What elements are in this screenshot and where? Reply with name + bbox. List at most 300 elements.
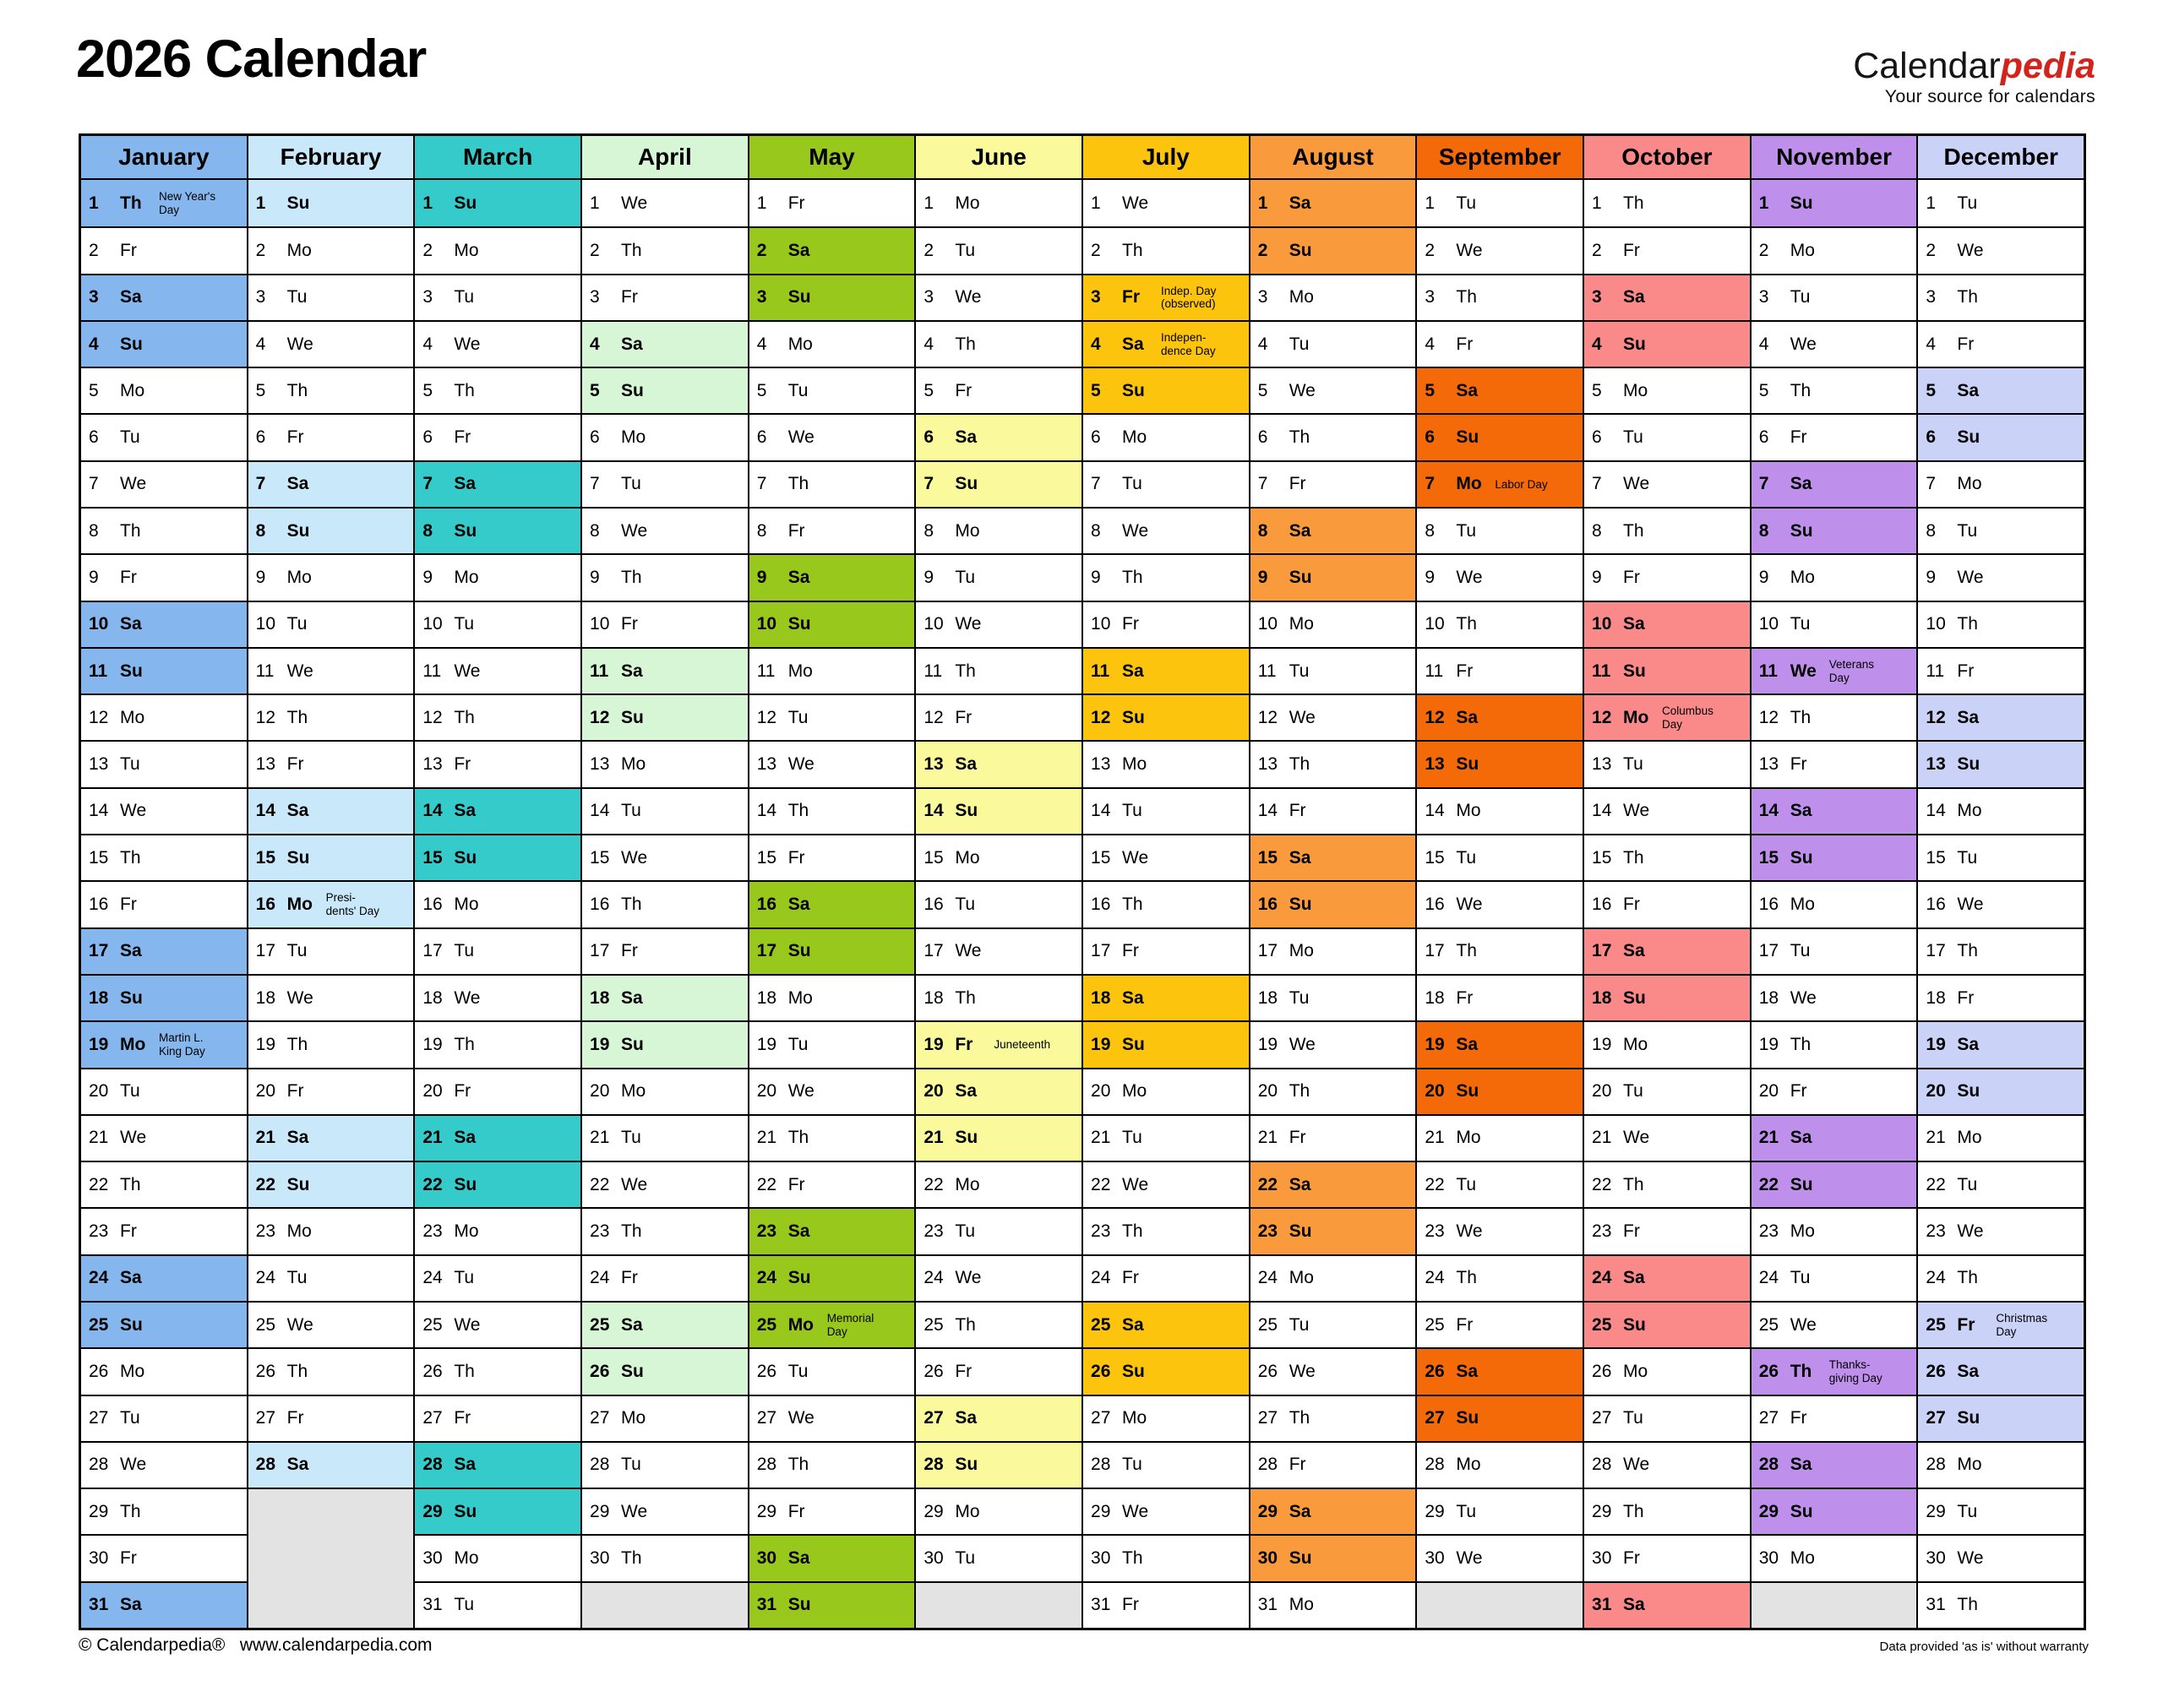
- weekday-abbrev: Sa: [955, 1408, 978, 1428]
- weekday-abbrev: Mo: [1289, 1595, 1314, 1615]
- day-cell-november-22: [1752, 1161, 1917, 1207]
- day-number: 19: [590, 1034, 610, 1054]
- weekday-abbrev: Th: [1957, 1268, 1978, 1288]
- day-cell-july-17: [1083, 927, 1249, 974]
- weekday-abbrev: Sa: [787, 1548, 810, 1569]
- day-cell-june-15: [916, 834, 1082, 880]
- day-number: 11: [1926, 661, 1945, 681]
- weekday-abbrev: Th: [787, 1128, 809, 1148]
- day-cell-may-20: [749, 1068, 915, 1114]
- month-header-may: May: [749, 136, 915, 180]
- day-number: 3: [1592, 287, 1602, 307]
- weekday-abbrev: Tu: [286, 614, 308, 634]
- day-number: 4: [756, 334, 767, 354]
- weekday-abbrev: Th: [286, 1034, 308, 1054]
- day-number: 13: [1425, 754, 1445, 775]
- day-cell-october-12: [1584, 694, 1750, 740]
- day-cell-august-7: [1250, 460, 1416, 507]
- day-cell-january-15: [81, 834, 247, 880]
- weekday-abbrev: Su: [787, 1595, 811, 1615]
- holiday-label: Veterans Day: [1828, 658, 1875, 684]
- day-number: 27: [1425, 1408, 1445, 1428]
- day-cell-july-31: [1083, 1581, 1249, 1628]
- day-cell-july-7: [1083, 460, 1249, 507]
- day-number: 18: [1091, 987, 1111, 1008]
- day-cell-august-10: [1250, 601, 1416, 647]
- weekday-abbrev: Mo: [1289, 941, 1314, 961]
- day-cell-january-26: [81, 1347, 247, 1394]
- weekday-abbrev: Su: [454, 1174, 477, 1194]
- day-cell-february-11: [248, 647, 414, 694]
- day-cell-february-16: [248, 880, 414, 927]
- weekday-abbrev: Fr: [120, 1221, 137, 1242]
- footer-copyright: © Calendarpedia® www.calendarpedia.com: [79, 1635, 433, 1655]
- weekday-abbrev: Fr: [1623, 240, 1640, 260]
- day-number: 24: [923, 1268, 944, 1288]
- day-number: 31: [89, 1595, 109, 1615]
- day-number: 12: [590, 707, 610, 727]
- weekday-abbrev: Mo: [120, 380, 145, 400]
- day-cell-march-4: [415, 320, 580, 367]
- day-number: 16: [1091, 894, 1111, 914]
- weekday-abbrev: Tu: [1456, 847, 1477, 868]
- day-number: 9: [422, 567, 433, 587]
- weekday-abbrev: Mo: [1790, 240, 1815, 260]
- day-number: 4: [923, 334, 934, 354]
- day-number: 17: [1592, 941, 1612, 961]
- day-cell-february-8: [248, 507, 414, 553]
- day-cell-june-30: [916, 1534, 1082, 1580]
- weekday-abbrev: We: [955, 941, 982, 961]
- day-number: 5: [89, 380, 99, 400]
- day-cell-march-22: [415, 1161, 580, 1207]
- day-cell-may-16: [749, 880, 915, 927]
- holiday-label: New Year's Day: [159, 190, 216, 216]
- day-number: 13: [590, 754, 610, 775]
- weekday-abbrev: We: [787, 427, 815, 448]
- month-days-april: [582, 180, 748, 1628]
- day-cell-october-25: [1584, 1301, 1750, 1347]
- weekday-abbrev: Th: [1289, 427, 1310, 448]
- day-number: 20: [1257, 1081, 1278, 1101]
- weekday-abbrev: Sa: [1623, 287, 1645, 307]
- day-number: 1: [255, 193, 266, 213]
- weekday-abbrev: Su: [787, 941, 811, 961]
- weekday-abbrev: Su: [1289, 240, 1312, 260]
- weekday-abbrev: Tu: [1790, 941, 1811, 961]
- day-number: 30: [923, 1548, 944, 1569]
- weekday-abbrev: We: [1456, 240, 1483, 260]
- day-number: 8: [255, 520, 266, 541]
- day-number: 21: [590, 1128, 610, 1148]
- day-number: 30: [756, 1548, 777, 1569]
- weekday-abbrev: Su: [120, 661, 143, 681]
- day-cell-january-14: [81, 787, 247, 834]
- weekday-abbrev: Tu: [1790, 614, 1811, 634]
- day-number: 27: [422, 1408, 443, 1428]
- day-number: 15: [1926, 847, 1946, 868]
- weekday-abbrev: Fr: [1957, 987, 1975, 1008]
- weekday-abbrev: Su: [1790, 1501, 1813, 1521]
- day-cell-february-3: [248, 274, 414, 320]
- day-number: 28: [590, 1455, 610, 1475]
- day-number: 25: [1091, 1314, 1111, 1335]
- day-cell-september-9: [1417, 553, 1583, 600]
- day-number: 29: [1758, 1501, 1779, 1521]
- empty-cell-february: [248, 1581, 414, 1628]
- day-number: 2: [1425, 240, 1436, 260]
- day-cell-june-27: [916, 1395, 1082, 1441]
- day-cell-april-9: [582, 553, 748, 600]
- weekday-abbrev: Su: [1456, 1408, 1479, 1428]
- day-cell-march-16: [415, 880, 580, 927]
- day-cell-june-9: [916, 553, 1082, 600]
- day-cell-january-19: [81, 1020, 247, 1067]
- day-number: 17: [255, 941, 276, 961]
- day-number: 12: [923, 707, 944, 727]
- day-number: 11: [1592, 661, 1611, 681]
- day-number: 26: [756, 1361, 777, 1381]
- day-cell-december-28: [1918, 1441, 2084, 1488]
- weekday-abbrev: Sa: [621, 661, 643, 681]
- weekday-abbrev: Su: [955, 474, 978, 494]
- weekday-abbrev: Fr: [1456, 661, 1474, 681]
- day-cell-september-13: [1417, 740, 1583, 786]
- day-cell-may-9: [749, 553, 915, 600]
- day-number: 14: [1926, 801, 1946, 821]
- day-number: 31: [1926, 1595, 1946, 1615]
- day-cell-december-1: [1918, 180, 2084, 226]
- day-number: 27: [1926, 1408, 1946, 1428]
- day-cell-june-1: [916, 180, 1082, 226]
- day-cell-october-13: [1584, 740, 1750, 786]
- weekday-abbrev: Sa: [454, 474, 477, 494]
- day-cell-august-11: [1250, 647, 1416, 694]
- day-cell-november-28: [1752, 1441, 1917, 1488]
- weekday-abbrev: Tu: [1122, 1128, 1142, 1148]
- day-cell-december-5: [1918, 367, 2084, 413]
- day-cell-july-28: [1083, 1441, 1249, 1488]
- day-cell-february-19: [248, 1020, 414, 1067]
- weekday-abbrev: We: [955, 287, 982, 307]
- day-cell-december-15: [1918, 834, 2084, 880]
- weekday-abbrev: Mo: [120, 1034, 146, 1054]
- day-cell-march-5: [415, 367, 580, 413]
- day-number: 6: [1091, 427, 1101, 448]
- day-cell-september-23: [1417, 1207, 1583, 1254]
- day-number: 11: [255, 661, 275, 681]
- weekday-abbrev: Su: [1957, 427, 1980, 448]
- month-header-september: September: [1417, 136, 1583, 180]
- day-number: 20: [1091, 1081, 1111, 1101]
- day-number: 14: [1592, 801, 1612, 821]
- day-cell-november-5: [1752, 367, 1917, 413]
- weekday-abbrev: Tu: [1957, 520, 1978, 541]
- day-cell-september-11: [1417, 647, 1583, 694]
- day-number: 20: [1758, 1081, 1779, 1101]
- weekday-abbrev: Su: [1122, 1034, 1145, 1054]
- weekday-abbrev: Fr: [1623, 1548, 1640, 1569]
- day-number: 10: [1926, 614, 1946, 634]
- day-cell-november-15: [1752, 834, 1917, 880]
- day-cell-july-5: [1083, 367, 1249, 413]
- weekday-abbrev: Mo: [787, 334, 813, 354]
- day-cell-june-21: [916, 1114, 1082, 1161]
- day-number: 21: [1758, 1128, 1779, 1148]
- weekday-abbrev: Mo: [955, 1501, 980, 1521]
- holiday-label: Indep. Day (observed): [1161, 284, 1217, 311]
- day-number: 25: [590, 1314, 610, 1335]
- day-cell-may-12: [749, 694, 915, 740]
- day-number: 16: [422, 894, 443, 914]
- weekday-abbrev: Tu: [1456, 520, 1477, 541]
- weekday-abbrev: Mo: [1122, 427, 1147, 448]
- weekday-abbrev: Th: [787, 801, 809, 821]
- empty-cell-november: [1752, 1581, 1917, 1628]
- day-number: 5: [590, 380, 600, 400]
- day-cell-september-6: [1417, 413, 1583, 460]
- weekday-abbrev: Fr: [621, 1268, 638, 1288]
- day-number: 24: [1758, 1268, 1779, 1288]
- day-cell-october-16: [1584, 880, 1750, 927]
- day-number: 1: [756, 193, 767, 213]
- day-number: 25: [1926, 1314, 1946, 1335]
- day-number: 24: [1091, 1268, 1111, 1288]
- day-cell-december-18: [1918, 974, 2084, 1020]
- day-number: 30: [89, 1548, 109, 1569]
- day-cell-march-28: [415, 1441, 580, 1488]
- weekday-abbrev: Tu: [787, 1361, 809, 1381]
- day-cell-january-27: [81, 1395, 247, 1441]
- day-cell-august-27: [1250, 1395, 1416, 1441]
- weekday-abbrev: Fr: [1289, 474, 1306, 494]
- day-number: 18: [255, 987, 276, 1008]
- day-number: 18: [590, 987, 610, 1008]
- weekday-abbrev: Tu: [621, 1128, 641, 1148]
- day-cell-january-29: [81, 1488, 247, 1534]
- weekday-abbrev: Tu: [1456, 1501, 1477, 1521]
- weekday-abbrev: Tu: [454, 287, 475, 307]
- day-cell-july-11: [1083, 647, 1249, 694]
- day-cell-september-7: [1417, 460, 1583, 507]
- day-number: 15: [422, 847, 443, 868]
- weekday-abbrev: Mo: [1957, 801, 1982, 821]
- month-days-january: [81, 180, 247, 1628]
- day-number: 2: [1926, 240, 1937, 260]
- weekday-abbrev: Sa: [787, 240, 810, 260]
- weekday-abbrev: Fr: [1790, 1408, 1807, 1428]
- weekday-abbrev: We: [1957, 1221, 1984, 1242]
- day-number: 22: [1257, 1174, 1278, 1194]
- day-number: 29: [923, 1501, 944, 1521]
- day-cell-june-8: [916, 507, 1082, 553]
- day-number: 26: [1926, 1361, 1946, 1381]
- day-cell-october-19: [1584, 1020, 1750, 1067]
- day-cell-june-20: [916, 1068, 1082, 1114]
- weekday-abbrev: Tu: [454, 941, 475, 961]
- weekday-abbrev: Mo: [454, 240, 479, 260]
- day-cell-february-1: [248, 180, 414, 226]
- day-cell-february-12: [248, 694, 414, 740]
- day-cell-november-19: [1752, 1020, 1917, 1067]
- day-cell-november-6: [1752, 413, 1917, 460]
- day-number: 14: [89, 801, 109, 821]
- day-cell-september-15: [1417, 834, 1583, 880]
- day-number: 21: [89, 1128, 109, 1148]
- day-number: 6: [1425, 427, 1436, 448]
- day-cell-july-6: [1083, 413, 1249, 460]
- weekday-abbrev: Fr: [286, 1408, 304, 1428]
- day-number: 19: [89, 1034, 109, 1054]
- day-cell-january-30: [81, 1534, 247, 1580]
- weekday-abbrev: Mo: [1456, 801, 1481, 821]
- weekday-abbrev: Sa: [286, 1455, 309, 1475]
- day-number: 2: [1592, 240, 1602, 260]
- weekday-abbrev: Fr: [955, 1361, 973, 1381]
- weekday-abbrev: Th: [1289, 1408, 1310, 1428]
- weekday-abbrev: Mo: [1957, 474, 1982, 494]
- day-cell-october-18: [1584, 974, 1750, 1020]
- day-number: 17: [422, 941, 443, 961]
- day-number: 20: [1926, 1081, 1946, 1101]
- day-number: 30: [1425, 1548, 1445, 1569]
- day-cell-august-26: [1250, 1347, 1416, 1394]
- weekday-abbrev: Sa: [1623, 1595, 1645, 1615]
- day-cell-june-6: [916, 413, 1082, 460]
- day-cell-july-3: [1083, 274, 1249, 320]
- day-cell-april-18: [582, 974, 748, 1020]
- holiday-label: Juneteenth: [994, 1038, 1051, 1052]
- weekday-abbrev: Su: [120, 987, 143, 1008]
- day-cell-april-22: [582, 1161, 748, 1207]
- day-cell-april-21: [582, 1114, 748, 1161]
- day-cell-january-1: [81, 180, 247, 226]
- weekday-abbrev: Sa: [1289, 1174, 1311, 1194]
- day-number: 17: [1425, 941, 1445, 961]
- day-cell-december-11: [1918, 647, 2084, 694]
- weekday-abbrev: Mo: [286, 894, 313, 914]
- day-cell-july-22: [1083, 1161, 1249, 1207]
- day-number: 12: [1257, 707, 1278, 727]
- day-cell-june-18: [916, 974, 1082, 1020]
- day-cell-august-23: [1250, 1207, 1416, 1254]
- day-number: 1: [1257, 193, 1268, 213]
- weekday-abbrev: Fr: [1623, 567, 1640, 587]
- weekday-abbrev: Th: [1122, 1221, 1143, 1242]
- day-number: 14: [923, 801, 944, 821]
- day-cell-october-23: [1584, 1207, 1750, 1254]
- day-number: 22: [1758, 1174, 1779, 1194]
- day-number: 15: [1091, 847, 1111, 868]
- month-column-april: [580, 136, 748, 1628]
- day-number: 30: [1592, 1548, 1612, 1569]
- day-number: 30: [1091, 1548, 1111, 1569]
- day-number: 4: [1758, 334, 1769, 354]
- weekday-abbrev: Sa: [1623, 1268, 1645, 1288]
- weekday-abbrev: Mo: [286, 240, 312, 260]
- day-number: 6: [923, 427, 934, 448]
- weekday-abbrev: Mo: [1122, 1408, 1147, 1428]
- day-cell-august-15: [1250, 834, 1416, 880]
- weekday-abbrev: We: [621, 520, 648, 541]
- month-days-june: [916, 180, 1082, 1628]
- weekday-abbrev: Su: [286, 847, 310, 868]
- day-number: 23: [1926, 1221, 1946, 1242]
- day-cell-december-10: [1918, 601, 2084, 647]
- weekday-abbrev: Sa: [1790, 1128, 1812, 1148]
- day-number: 20: [1425, 1081, 1445, 1101]
- day-cell-october-24: [1584, 1254, 1750, 1301]
- weekday-abbrev: Tu: [1957, 193, 1978, 213]
- weekday-abbrev: Sa: [621, 1314, 643, 1335]
- day-number: 9: [1257, 567, 1268, 587]
- day-number: 30: [1257, 1548, 1278, 1569]
- weekday-abbrev: Sa: [454, 1128, 477, 1148]
- day-number: 19: [255, 1034, 276, 1054]
- day-number: 17: [1091, 941, 1111, 961]
- day-number: 18: [923, 987, 944, 1008]
- day-number: 4: [1425, 334, 1436, 354]
- weekday-abbrev: Su: [120, 334, 143, 354]
- day-cell-february-14: [248, 787, 414, 834]
- weekday-abbrev: Fr: [787, 520, 805, 541]
- day-number: 22: [1425, 1174, 1445, 1194]
- weekday-abbrev: Th: [1790, 1361, 1812, 1381]
- day-number: 10: [1758, 614, 1779, 634]
- day-cell-april-7: [582, 460, 748, 507]
- day-number: 14: [756, 801, 777, 821]
- day-cell-october-21: [1584, 1114, 1750, 1161]
- day-number: 14: [1758, 801, 1779, 821]
- weekday-abbrev: Fr: [1623, 1221, 1640, 1242]
- empty-cell-february: [248, 1488, 414, 1534]
- weekday-abbrev: We: [1790, 1314, 1817, 1335]
- day-cell-august-22: [1250, 1161, 1416, 1207]
- day-number: 5: [1758, 380, 1769, 400]
- day-cell-may-30: [749, 1534, 915, 1580]
- day-number: 27: [89, 1408, 109, 1428]
- weekday-abbrev: Th: [1289, 754, 1310, 775]
- day-number: 11: [1091, 661, 1110, 681]
- weekday-abbrev: Fr: [1122, 614, 1139, 634]
- day-cell-december-19: [1918, 1020, 2084, 1067]
- day-number: 28: [1425, 1455, 1445, 1475]
- day-cell-april-26: [582, 1347, 748, 1394]
- day-cell-september-27: [1417, 1395, 1583, 1441]
- day-cell-january-23: [81, 1207, 247, 1254]
- weekday-abbrev: Th: [955, 1314, 976, 1335]
- weekday-abbrev: We: [286, 1314, 313, 1335]
- day-cell-may-4: [749, 320, 915, 367]
- day-number: 23: [255, 1221, 276, 1242]
- weekday-abbrev: We: [286, 334, 313, 354]
- weekday-abbrev: Fr: [1957, 1314, 1975, 1335]
- day-number: 8: [89, 520, 99, 541]
- weekday-abbrev: Tu: [1957, 1501, 1978, 1521]
- day-cell-january-10: [81, 601, 247, 647]
- day-number: 18: [1758, 987, 1779, 1008]
- day-cell-march-8: [415, 507, 580, 553]
- day-cell-december-17: [1918, 927, 2084, 974]
- day-cell-september-5: [1417, 367, 1583, 413]
- day-cell-october-11: [1584, 647, 1750, 694]
- weekday-abbrev: Fr: [1122, 1268, 1139, 1288]
- day-number: 12: [1091, 707, 1111, 727]
- day-cell-september-30: [1417, 1534, 1583, 1580]
- day-number: 22: [422, 1174, 443, 1194]
- day-number: 26: [422, 1361, 443, 1381]
- day-number: 21: [923, 1128, 944, 1148]
